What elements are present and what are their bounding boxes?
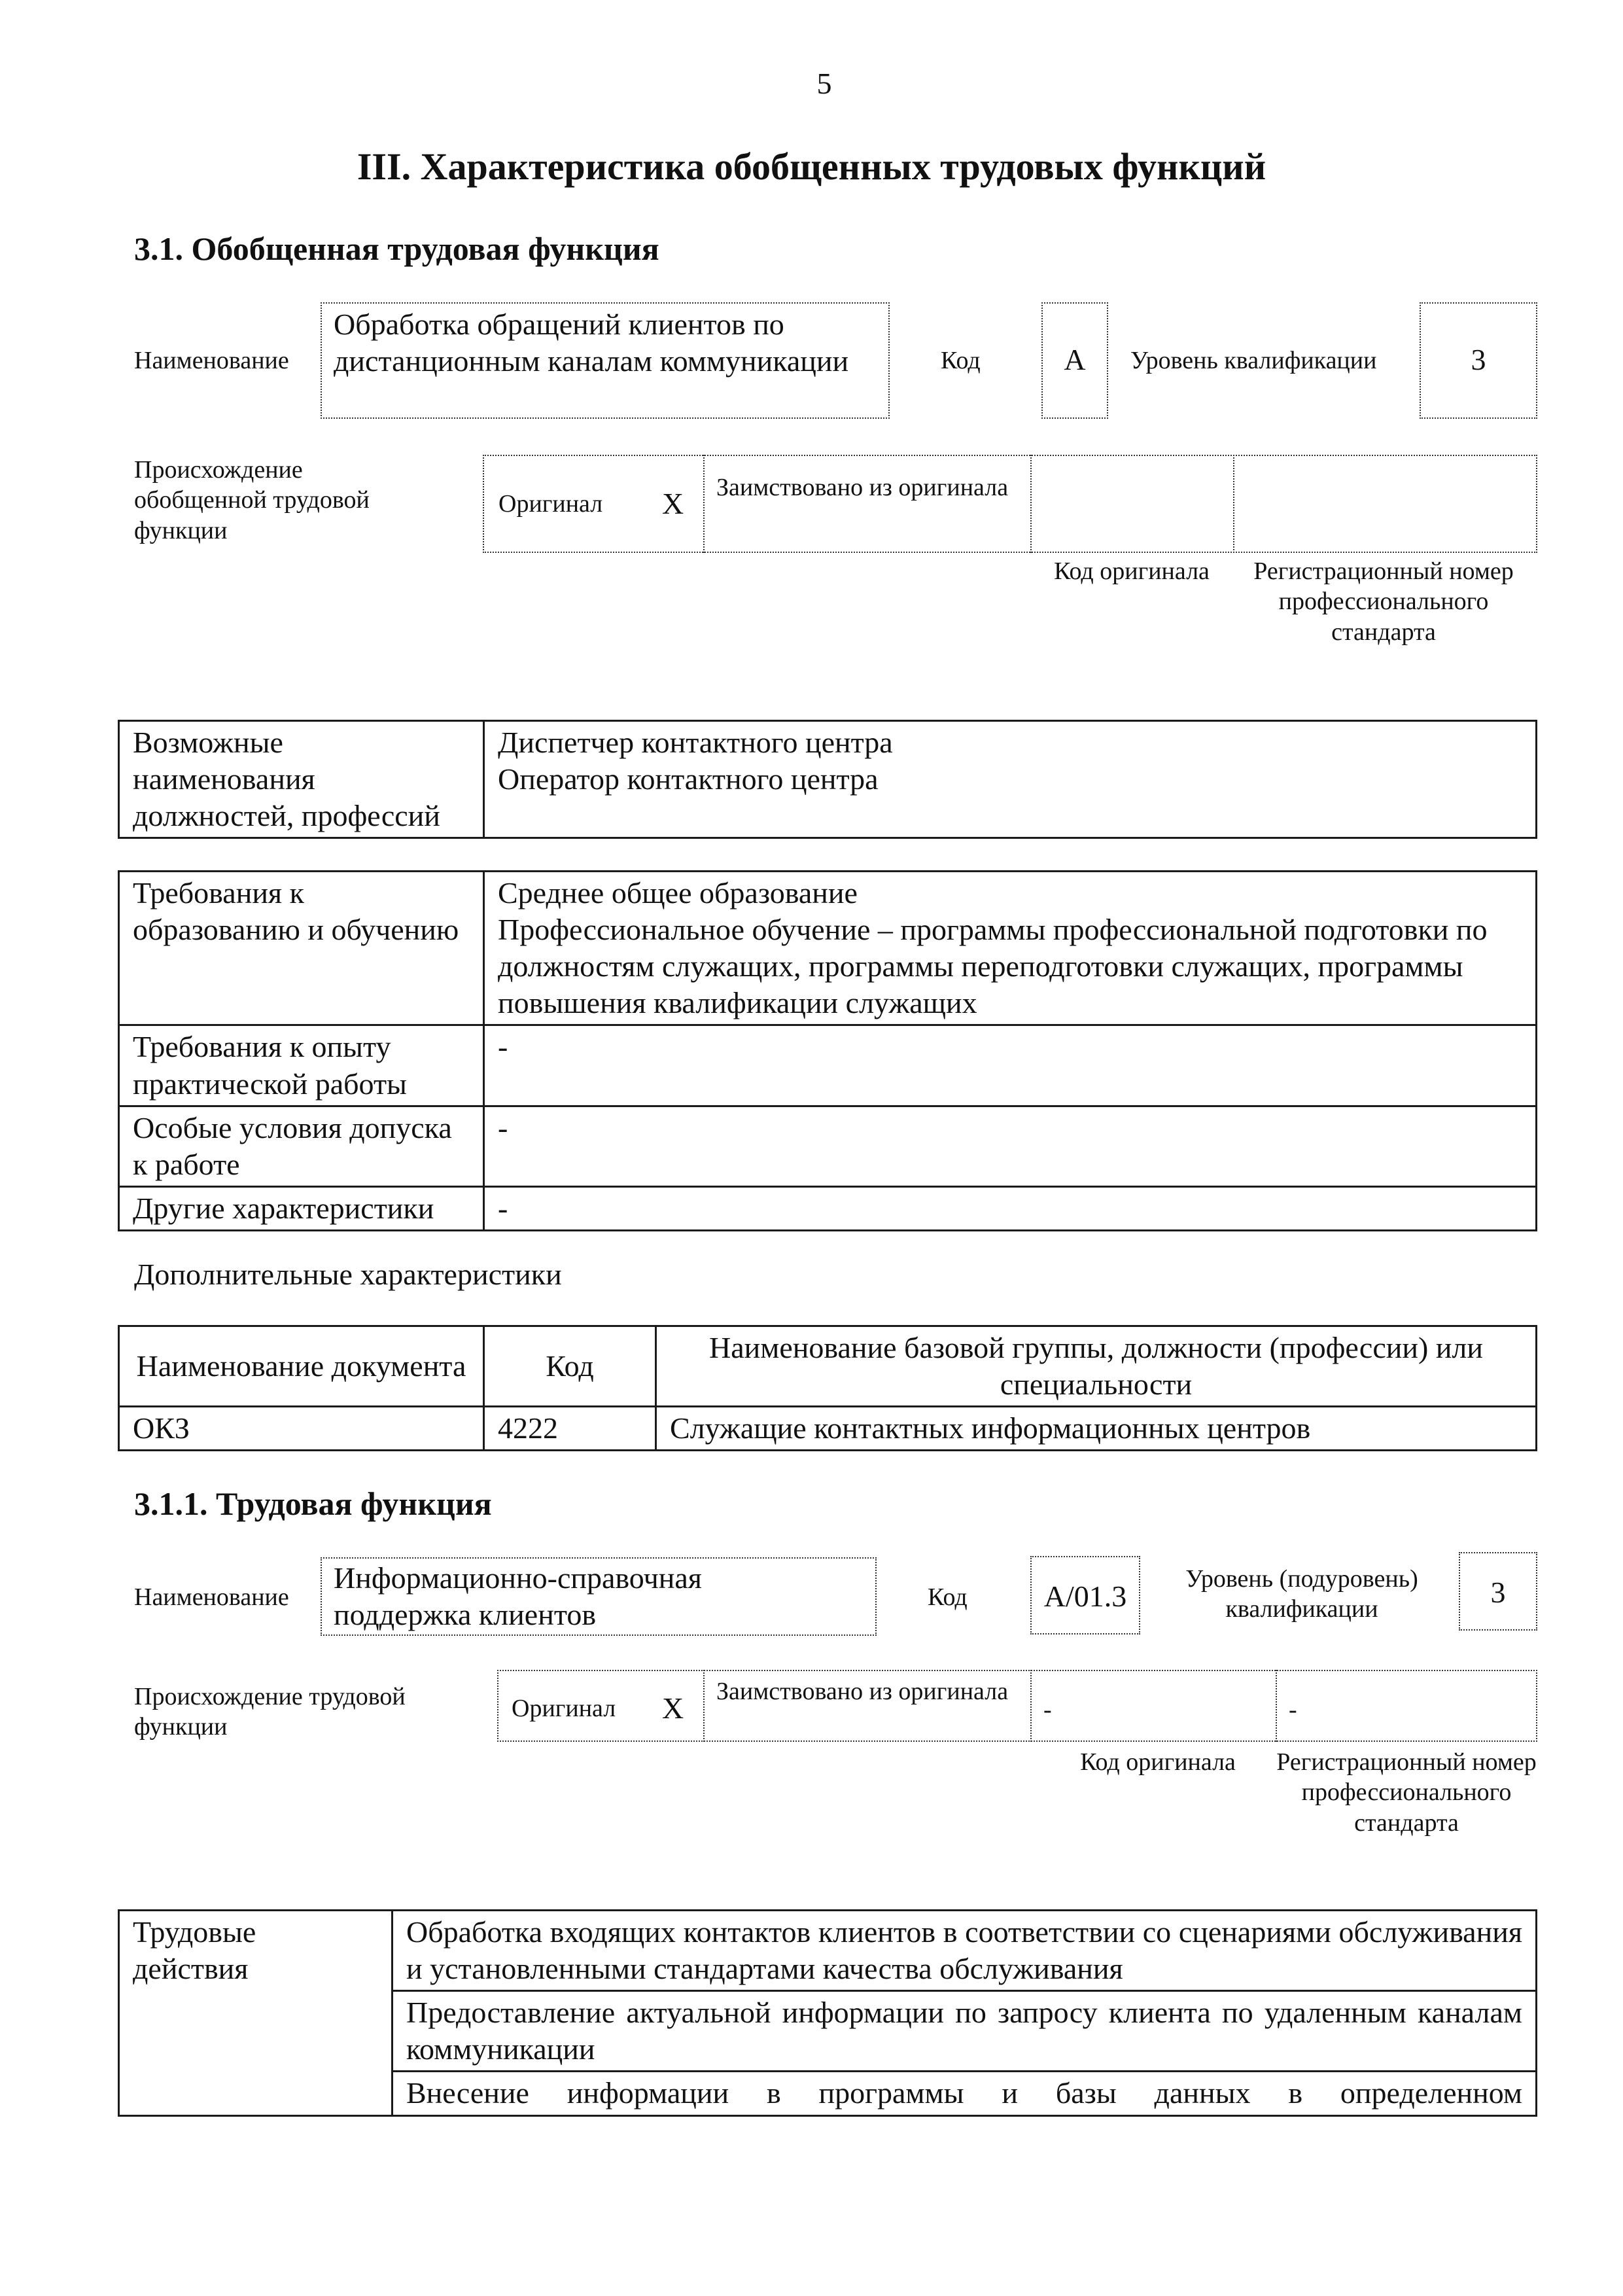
gtf-original-label: Оригинал [498, 490, 603, 518]
requirements-table [118, 870, 1537, 1231]
labor-action-item: Внесение информации в программы и базы данных в определенном [393, 2072, 1537, 2115]
tf-code-original-value: - [1043, 1696, 1052, 1723]
tf-heading: 3.1.1. Трудовая функция [134, 1485, 492, 1522]
tf-original-label: Оригинал [512, 1695, 616, 1722]
gtf-name-box [321, 302, 890, 419]
tf-name-box [321, 1557, 877, 1636]
tf-code-box [1030, 1556, 1140, 1634]
positions-label: Возможные наименования должностей, профессий [119, 721, 484, 838]
gtf-level-box [1420, 302, 1537, 419]
requirements-label: Особые условия допуска к работе [119, 1106, 484, 1186]
gtf-heading: 3.1. Обобщенная трудовая функция [134, 230, 659, 267]
labor-actions-table [118, 1909, 1537, 2117]
positions-table [118, 720, 1537, 839]
tf-level-box [1459, 1552, 1537, 1631]
requirements-label: Требования к опыту практической работы [119, 1025, 484, 1106]
additional-header: Код [484, 1326, 656, 1407]
gtf-code-value: А [1064, 343, 1086, 376]
additional-heading: Дополнительные характеристики [134, 1258, 562, 1291]
gtf-origin-label: Происхождение обобщенной трудовой функции [134, 456, 370, 544]
gtf-name-label: Наименование [134, 347, 289, 374]
tf-original-mark: X [662, 1691, 684, 1725]
tf-code-original-label: Код оригинала [1080, 1748, 1236, 1776]
gtf-borrowed-label: Заимствовано из оригинала [716, 474, 1009, 501]
gtf-level-value: 3 [1471, 343, 1486, 376]
page-number: 5 [816, 67, 832, 100]
requirements-value: - [484, 1025, 1537, 1106]
gtf-level-label: Уровень квалификации [1130, 347, 1377, 374]
gtf-code-original-label: Код оригинала [1054, 557, 1210, 585]
gtf-origin-box [483, 455, 1537, 553]
section-title: III. Характеристика обобщенных трудовых функций [357, 145, 1266, 188]
labor-actions-label: Трудовые действия [119, 1911, 393, 2116]
additional-header: Наименование документа [119, 1326, 484, 1407]
gtf-reg-number-label: Регистрационный номер профессионального стандарта [1253, 557, 1514, 646]
tf-reg-number-label: Регистрационный номер профессионального стандарта [1276, 1748, 1537, 1837]
tf-code-value: А/01.3 [1043, 1580, 1127, 1613]
requirements-label: Требования к образованию и обучению [119, 872, 484, 1025]
tf-reg-number-value: - [1289, 1696, 1297, 1723]
labor-action-item: Предоставление актуальной информации по запросу клиента по удаленным каналам коммуникации [393, 1991, 1537, 2072]
gtf-code-box [1041, 302, 1108, 419]
requirements-value: - [484, 1106, 1537, 1186]
tf-name-value: Информационно-справочная поддержка клиентов [334, 1561, 702, 1632]
additional-cell: Служащие контактных информационных центров [656, 1407, 1537, 1451]
labor-action-item: Обработка входящих контактов клиентов в соответствии со сценариями обслуживания и установленными стандартами качества обслуживания [393, 1911, 1537, 1991]
gtf-name-value: Обработка обращений клиентов по дистанционным каналам коммуникации [334, 308, 849, 378]
additional-table [118, 1325, 1537, 1451]
tf-name-label: Наименование [134, 1583, 289, 1611]
tf-origin-box [497, 1670, 1537, 1742]
gtf-code-label: Код [941, 347, 981, 374]
gtf-original-mark: X [662, 487, 684, 520]
tf-level-value: 3 [1490, 1576, 1506, 1609]
tf-code-label: Код [928, 1583, 968, 1611]
positions-value: Диспетчер контактного центра Оператор контактного центра [484, 721, 1537, 838]
requirements-value: Среднее общее образование Профессиональное обучение – программы профессиональной подготовки по должностям служащих, программы переподготовки служащих, программы повышения квалификации служащих [484, 872, 1537, 1025]
tf-level-label: Уровень (подуровень) квалификации [1185, 1565, 1418, 1623]
additional-cell: ОКЗ [119, 1407, 484, 1451]
requirements-label: Другие характеристики [119, 1186, 484, 1230]
tf-borrowed-label: Заимствовано из оригинала [716, 1678, 1009, 1705]
additional-cell: 4222 [484, 1407, 656, 1451]
additional-header: Наименование базовой группы, должности (профессии) или специальности [656, 1326, 1537, 1407]
requirements-value: - [484, 1186, 1537, 1230]
tf-origin-label: Происхождение трудовой функции [134, 1683, 406, 1741]
